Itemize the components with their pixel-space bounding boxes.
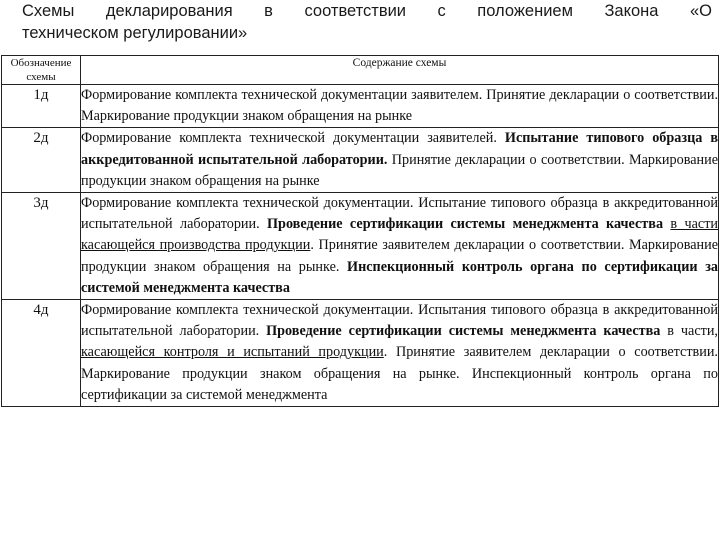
scheme-content-segment: Принятие декларации о соответствии. Маркирование продукции знаком обращения на рынке (81, 151, 718, 189)
scheme-content-segment: в части касающейся производства продукции (81, 216, 718, 254)
header-scheme-content: Содержание схемы (81, 56, 719, 85)
scheme-content-segment: в части, (667, 323, 718, 340)
scheme-content-segment: Проведение сертификации системы менеджмента качества (267, 216, 671, 233)
title-line-1: Схемы декларирования в соответствии с положением Закона «О (22, 2, 712, 20)
declaration-schemes-table (1, 55, 719, 407)
scheme-content-segment: Испытание типового образца в аккредитованной испытательной лаборатории. (81, 130, 718, 168)
scheme-content-segment: Формирование комплекта технической документации заявителем. Принятие декларации о соответствии. Маркирование продукции знаком обращения на рынке (81, 87, 718, 125)
scheme-content-segment: . Принятие заявителем декларации о соответствии. Маркирование продукции знаком обращения на рынке. Инспекционный контроль органа по сертификации за системой менеджмента (81, 344, 718, 403)
scheme-content-segment: Формирование комплекта технической документации. Испытание типового образца в аккредитованной испытательной лаборатории. (81, 195, 718, 233)
scheme-content-segment: Инспекционный контроль органа по сертификации за системой менеджмента качества (81, 258, 718, 296)
scheme-content-segment: касающейся контроля и испытаний продукции (81, 344, 384, 361)
title-line-2: техническом регулировании» (22, 24, 248, 42)
table-row (2, 128, 719, 193)
table-row (2, 193, 719, 300)
header-scheme-code: Обозначение схемы (2, 56, 81, 85)
table-header-row (2, 56, 719, 85)
scheme-content (81, 193, 719, 300)
scheme-content-segment: Формирование комплекта технической документации. Испытания типового образца в аккредитованной испытательной лаборатории. (81, 302, 718, 340)
scheme-code: 4д (2, 300, 81, 407)
table-row (2, 300, 719, 407)
scheme-code: 3д (2, 193, 81, 300)
scheme-code: 2д (2, 128, 81, 193)
scheme-content (81, 128, 719, 193)
table-row (2, 85, 719, 128)
scheme-content (81, 300, 719, 407)
scheme-content (81, 85, 719, 128)
scheme-content-segment: Формирование комплекта технической документации заявителей. (81, 130, 505, 147)
scheme-content-segment: Проведение сертификации системы менеджмента качества (266, 323, 668, 340)
page-title (22, 0, 712, 44)
scheme-code: 1д (2, 85, 81, 128)
scheme-content-segment: . Принятие заявителем декларации о соответствии. Маркирование продукции знаком обращения на рынке. (81, 237, 718, 275)
table-body (2, 85, 719, 407)
